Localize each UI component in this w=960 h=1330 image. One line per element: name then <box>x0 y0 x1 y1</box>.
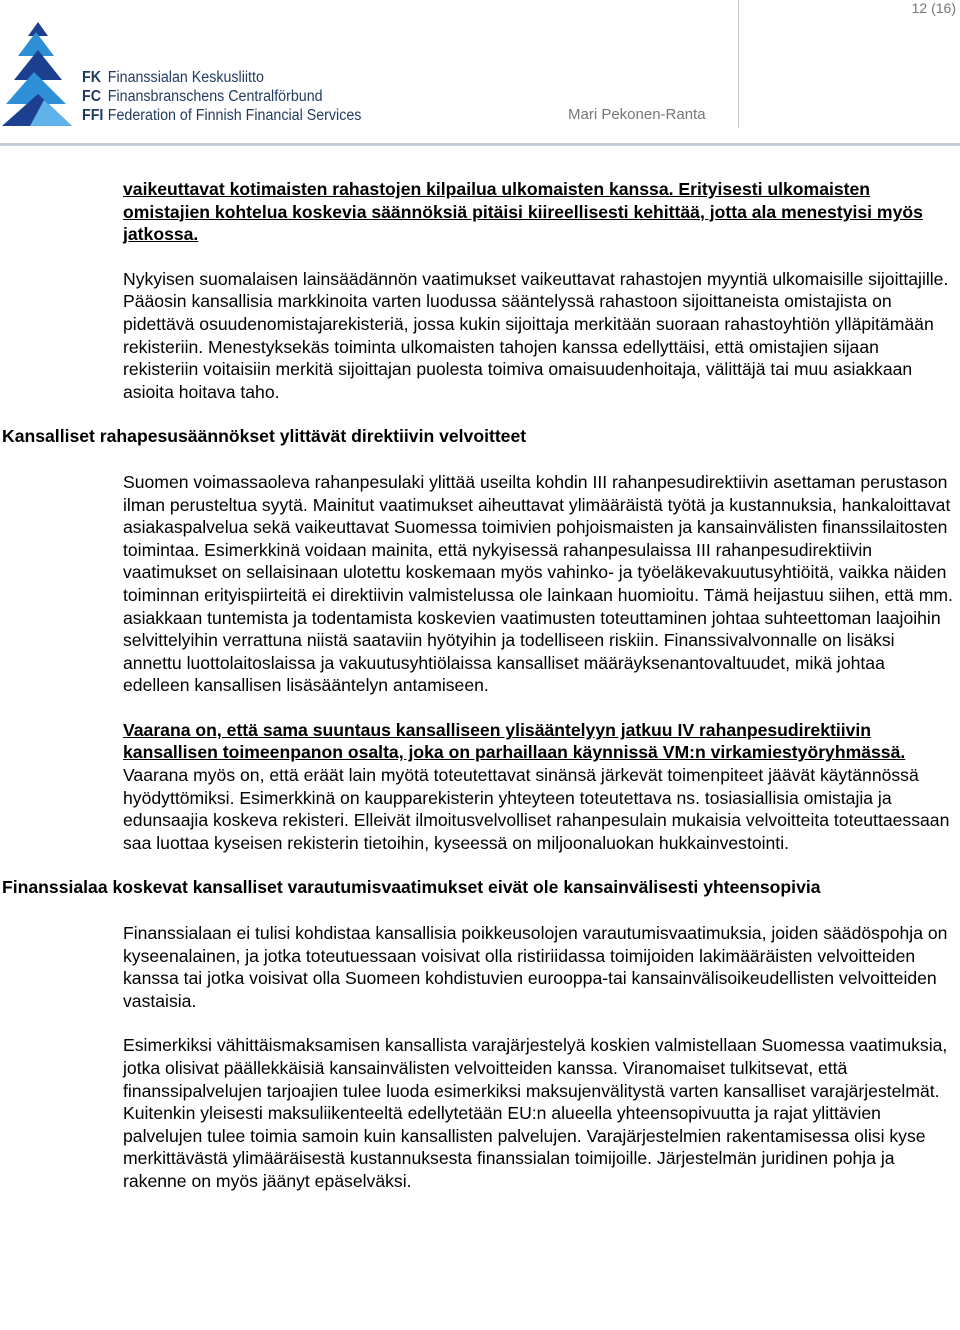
paragraph-fourth-directive <box>123 719 955 855</box>
section-heading-preparedness: Finanssialaa koskevat kansalliset varautumisvaatimukset eivät ole kansainvälisesti yhteensopivia <box>2 877 821 898</box>
logo-line-fk: FK Finanssialan Keskusliitto <box>82 69 264 86</box>
pine-tree-logo-icon <box>0 22 80 130</box>
page-number: 12 (16) <box>911 0 956 16</box>
header-rule <box>0 143 960 146</box>
document-body <box>0 178 960 1193</box>
paragraph-fund-sales: Nykyisen suomalaisen lainsäädännön vaatimukset vaikeuttavat rahastojen myyntiä ulkomaisille sijoittajille. Pääosin kansallisia markkinoita varten luodussa sääntelyssä rahastoon sijoittaneista omistajista on pidettävä osuudenomistajarekisteriä, jossa kukin sijoittaja merkitään suoraan rahastoyhtiön ylläpitämään rekisteriin. Menestyksekäs toiminta ulkomaisten tahojen kanssa edellyttäisi, että omistajien sijaan rekisteriin voitaisiin merkitä sijoittajan puolesta toimiva omaisuudenhoitaja, välittäjä tai muu asiakkaan asioita hoitava taho. <box>123 268 949 402</box>
logo-line-fc: FC Finansbranschens Centralförbund <box>82 88 323 105</box>
paragraph-money-laundering-act: Suomen voimassaoleva rahanpesulaki ylittää useilta kohdin III rahanpesudirektiivin asettaman perustason ilman perusteltua syytä. Mainitut vaatimukset aiheuttavat ylimääräistä työtä ja kustannuksia, hankaloittavat asiakaspalvelua sekä vaikeuttavat Suomessa toimivien pohjoismaisten ja kansainvälisten finanssilaitosten toimintaa. Esimerkkinä voidaan mainita, että nykyisessä rahanpesulaissa III rahanpesudirektiivin vaatimukset on sellaisinaan ulotettu koskemaan myös vahinko- ja työeläkevakuutusyhtiöitä, vaikka näiden toiminnan erityispiirteitä ei direktiivin valmistelussa ole lainkaan huomioitu. Tämä heijastuu siihen, että mm. asiakkaan tuntemista ja todentamista koskevien vaatimusten toteuttaminen johtaa suhteettoman laajoihin selvittelyihin verrattuna niistä saataviin hyötyihin ja todelliseen riskiin. Finanssivalvonnalle on lisäksi annettu luottolaitoslaissa ja vakuutusyhtiölaissa kansalliset määräyksenantovaltuudet, mikä johtaa edelleen kansallisen lisäsääntelyn antamiseen. <box>123 471 953 696</box>
organization-logo <box>0 22 400 130</box>
paragraph-continuation: vaikeuttavat kotimaisten rahastojen kilpailua ulkomaisten kanssa. Erityisesti ulkomaisten omistajien kohtelua koskevia säännöksiä pitäisi kiireellisesti kehittää, jotta ala menestyisi myös jatkossa. <box>123 179 923 245</box>
paragraph-preparedness-requirements: Finanssialaan ei tulisi kohdistaa kansallisia poikkeusolojen varautumisvaatimuksia, joiden säädöspohja on kyseenalainen, ja jotka toteutuessaan voisivat olla ristiriidassa toimijoiden lakimääräisten velvoitteiden kanssa tai jotka voisivat olla Suomeen kohdistuvien eurooppa-tai kansainvälisoikeudellisten velvoitteiden vastaisia. <box>123 923 948 1011</box>
emphasized-warning: Vaarana on, että sama suuntaus kansalliseen ylisääntelyyn jatkuu IV rahanpesudirektiivin kansallisen toimeenpanon osalta, joka on parhaillaan käynnissä VM:n virkamiestyöryhmässä. <box>123 719 906 763</box>
paragraph-text: Vaarana myös on, että eräät lain myötä toteutettavat sinänsä järkevät toimenpiteet jäävät käytännössä hyödyttömiksi. Esimerkkinä on kaupparekisterin yhteyteen toteutettava ns. tosiasiallisia omistajia ja edunsaajia koskeva rekisteri. Elleivät ilmoitusvelvolliset rahanpesulain mukaisia velvoitteita toteuttaessaan saa luottaa kyseisen rekisterin tietoihin, kyseessä on miljoonaluokan hukkainvestointi. <box>123 765 950 853</box>
paragraph-payment-backup-systems: Esimerkiksi vähittäismaksamisen kansallista varajärjestelyä koskien valmistellaan Suomessa vaatimuksia, jotka olisivat päällekkäisiä kansainvälisten velvoitteiden kanssa. Viranomaiset tulkitsevat, että finanssipalvelujen tarjoajien tulee luoda esimerkiksi maksujenvälitystä varten kansalliset varajärjestelmät. Kuitenkin yleisesti maksuliikenteeltä edellytetään EU:n alueella yhteensopivuutta ja rajat ylittävien palvelujen tulee toimia samoin kuin kansallisten palvelujen. Varajärjestelmien rakentamisessa olisi kyse merkittävästä ylimääräisestä kustannuksesta finanssialan toimijoille. Järjestelmän juridinen pohja ja rakenne on myös jäänyt epäselväksi. <box>123 1035 948 1191</box>
logo-line-ffi: FFI Federation of Finnish Financial Services <box>82 107 362 124</box>
header-divider <box>738 0 739 128</box>
author-name: Mari Pekonen-Ranta <box>568 106 706 123</box>
section-heading-money-laundering: Kansalliset rahapesusäännökset ylittävät direktiivin velvoitteet <box>2 426 527 447</box>
